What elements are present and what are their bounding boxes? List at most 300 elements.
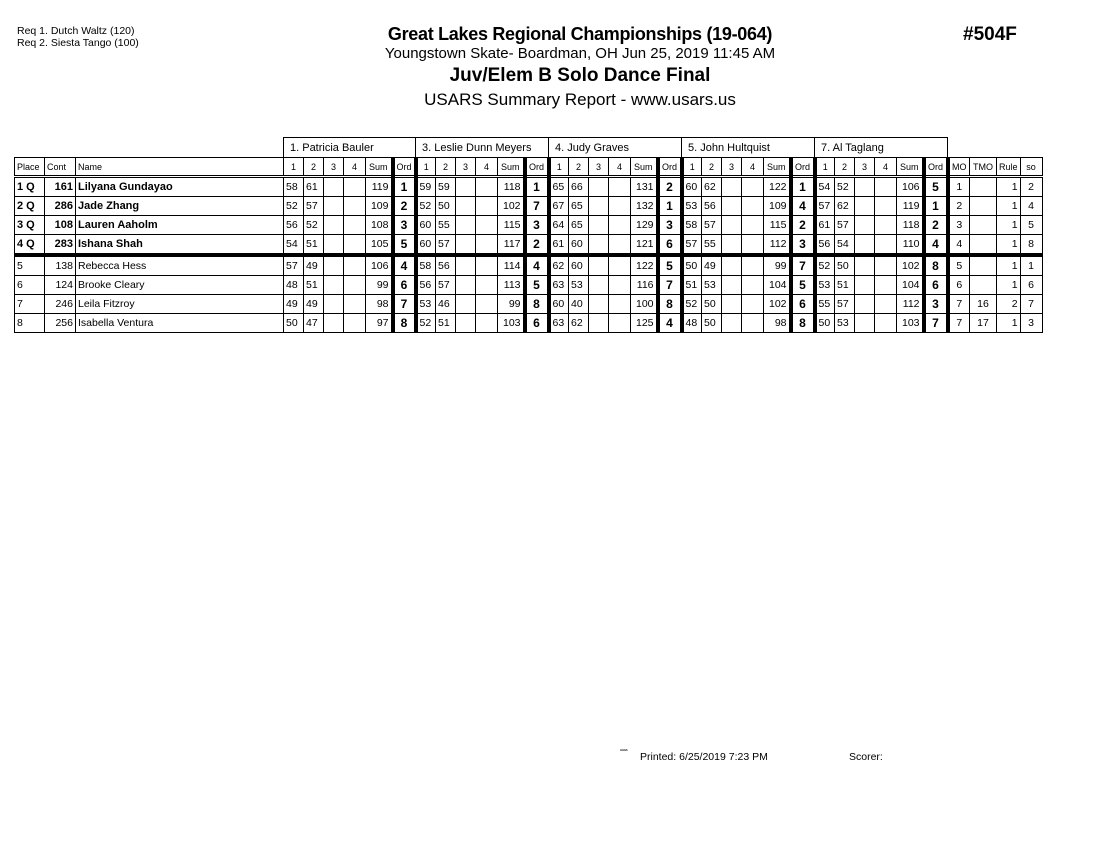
ordinal-cell: 2 [525,235,549,256]
judge-name: 3. Leslie Dunn Meyers [416,138,549,158]
ordinal-cell: 2 [393,197,416,216]
place-cell: 4 Q [15,235,45,256]
score-cell: 52 [835,177,855,197]
skater-name: Isabella Ventura [76,314,284,333]
score-cell [722,314,742,333]
col-judge-2: 2 [702,158,722,177]
score-cell [722,276,742,295]
rule-cell: 1 [997,276,1021,295]
mo-cell: 3 [948,216,970,235]
score-cell: 57 [702,216,722,235]
so-cell: 2 [1020,177,1042,197]
col-judge-4: 4 [875,158,897,177]
score-cell [742,197,764,216]
score-cell [875,177,897,197]
ordinal-cell: 4 [924,235,948,256]
score-cell: 66 [569,177,589,197]
col-judge-2: 2 [835,158,855,177]
contestant-number: 246 [45,295,76,314]
competition-title: Great Lakes Regional Championships (19-064) [387,24,773,44]
col-judge-ord: Ord [658,158,682,177]
ordinal-cell: 3 [924,295,948,314]
report-title: USARS Summary Report - www.usars.us [424,90,736,109]
sum-cell: 104 [897,276,924,295]
rule-cell: 1 [997,177,1021,197]
ordinal-cell: 7 [924,314,948,333]
score-cell [344,276,366,295]
score-cell [456,276,476,295]
sum-cell: 112 [764,235,791,256]
col-judge-2: 2 [304,158,324,177]
place-cell: 3 Q [15,216,45,235]
score-cell: 61 [549,235,569,256]
score-cell: 57 [815,197,835,216]
score-cell [476,197,498,216]
col-mo: MO [948,158,970,177]
score-cell [476,235,498,256]
score-cell: 61 [815,216,835,235]
score-cell: 67 [549,197,569,216]
skater-name: Brooke Cleary [76,276,284,295]
judge-name: 7. Al Taglang [815,138,948,158]
blank-cell [15,138,284,158]
score-cell [324,235,344,256]
ordinal-cell: 3 [525,216,549,235]
contestant-number: 124 [45,276,76,295]
sum-cell: 99 [366,276,393,295]
sum-cell: 118 [897,216,924,235]
ordinal-cell: 3 [791,235,815,256]
score-cell: 65 [569,216,589,235]
contestant-number: 286 [45,197,76,216]
ordinal-cell: 4 [525,255,549,276]
sum-cell: 119 [897,197,924,216]
score-cell: 60 [569,255,589,276]
col-judge-2: 2 [569,158,589,177]
score-cell [855,177,875,197]
contestant-number: 283 [45,235,76,256]
score-cell [476,295,498,314]
table-row [15,255,1043,276]
sum-cell: 99 [764,255,791,276]
sum-cell: 103 [897,314,924,333]
col-judge-1: 1 [815,158,835,177]
requirement-1: Req 1. Dutch Waltz (120) [17,25,135,37]
score-cell: 63 [549,314,569,333]
score-cell: 40 [569,295,589,314]
score-cell: 49 [702,255,722,276]
col-judge-4: 4 [742,158,764,177]
score-cell: 55 [702,235,722,256]
mo-cell: 2 [948,197,970,216]
mo-cell: 1 [948,177,970,197]
score-cell [855,276,875,295]
ordinal-cell: 5 [393,235,416,256]
score-cell: 53 [682,197,702,216]
skater-name: Lauren Aaholm [76,216,284,235]
sum-cell: 102 [498,197,525,216]
score-cell [589,197,609,216]
score-cell [589,177,609,197]
score-cell [875,295,897,314]
score-cell: 52 [284,197,304,216]
tmo-cell [970,177,997,197]
col-judge-3: 3 [456,158,476,177]
score-cell [722,295,742,314]
rule-cell: 2 [997,295,1021,314]
score-cell: 54 [815,177,835,197]
rule-cell: 1 [997,216,1021,235]
score-cell [875,235,897,256]
score-cell [609,197,631,216]
ordinal-cell: 1 [924,197,948,216]
mo-cell: 7 [948,314,970,333]
score-cell [855,295,875,314]
score-cell: 65 [549,177,569,197]
sum-cell: 104 [764,276,791,295]
score-cell [742,177,764,197]
score-cell: 50 [702,295,722,314]
mo-cell: 7 [948,295,970,314]
ordinal-cell: 5 [658,255,682,276]
ordinal-cell: 4 [658,314,682,333]
score-cell [344,197,366,216]
score-cell: 51 [682,276,702,295]
score-cell: 52 [416,197,436,216]
col-tmo: TMO [970,158,997,177]
col-place: Place [15,158,45,177]
score-cell: 52 [304,216,324,235]
contestant-number: 138 [45,255,76,276]
place-cell: 2 Q [15,197,45,216]
sum-cell: 122 [764,177,791,197]
ordinal-cell: 2 [658,177,682,197]
sum-cell: 119 [366,177,393,197]
sum-cell: 115 [498,216,525,235]
score-cell: 51 [304,276,324,295]
ordinal-cell: 7 [525,197,549,216]
score-cell: 53 [702,276,722,295]
score-cell: 50 [702,314,722,333]
score-cell [589,216,609,235]
score-cell: 53 [815,276,835,295]
score-cell [476,255,498,276]
sum-cell: 98 [764,314,791,333]
score-cell: 54 [835,235,855,256]
ordinal-cell: 5 [924,177,948,197]
col-judge-1: 1 [682,158,702,177]
sum-cell: 106 [366,255,393,276]
contestant-number: 161 [45,177,76,197]
sum-cell: 109 [764,197,791,216]
sum-cell: 98 [366,295,393,314]
skater-name: Ishana Shah [76,235,284,256]
score-cell [456,255,476,276]
score-cell [742,276,764,295]
col-judge-ord: Ord [791,158,815,177]
score-cell: 60 [416,216,436,235]
score-cell: 60 [416,235,436,256]
contestant-number: 108 [45,216,76,235]
score-cell: 60 [682,177,702,197]
score-cell: 53 [835,314,855,333]
score-cell [875,197,897,216]
place-cell: 6 [15,276,45,295]
score-cell [875,216,897,235]
judge-name: 4. Judy Graves [549,138,682,158]
score-cell [875,255,897,276]
score-cell: 49 [284,295,304,314]
col-judge-3: 3 [324,158,344,177]
ordinal-cell: 1 [658,197,682,216]
score-cell [344,314,366,333]
score-cell: 61 [304,177,324,197]
score-cell: 55 [436,216,456,235]
sum-cell: 122 [631,255,658,276]
score-cell [609,177,631,197]
score-cell [324,276,344,295]
score-cell [589,235,609,256]
score-cell: 53 [416,295,436,314]
col-judge-sum: Sum [897,158,924,177]
ordinal-cell: 1 [791,177,815,197]
score-cell [589,255,609,276]
score-cell [855,235,875,256]
tmo-cell: 17 [970,314,997,333]
table-row [15,216,1043,235]
blank-cell [948,138,1043,158]
score-cell [589,314,609,333]
score-cell: 50 [682,255,702,276]
score-cell [742,314,764,333]
tmo-cell [970,216,997,235]
ordinal-cell: 6 [393,276,416,295]
col-judge-1: 1 [284,158,304,177]
score-cell: 57 [304,197,324,216]
col-judge-3: 3 [722,158,742,177]
score-cell [589,276,609,295]
ordinal-cell: 3 [658,216,682,235]
score-cell [742,295,764,314]
score-cell: 50 [815,314,835,333]
sum-cell: 116 [631,276,658,295]
sum-cell: 114 [498,255,525,276]
skater-name: Leila Fitzroy [76,295,284,314]
ordinal-cell: 5 [525,276,549,295]
score-cell: 53 [569,276,589,295]
sum-cell: 132 [631,197,658,216]
score-cell [476,314,498,333]
score-cell [609,276,631,295]
venue-datetime: Youngstown Skate- Boardman, OH Jun 25, 2019 11:45 AM [384,45,776,62]
score-cell: 62 [702,177,722,197]
column-header-row [15,158,1043,177]
place-cell: 7 [15,295,45,314]
sum-cell: 100 [631,295,658,314]
score-cell: 50 [284,314,304,333]
col-judge-2: 2 [436,158,456,177]
score-cell: 56 [702,197,722,216]
score-cell: 54 [284,235,304,256]
score-cell [855,314,875,333]
score-cell [476,177,498,197]
col-judge-3: 3 [855,158,875,177]
footer-mark: ᵃᵃᵃᵃ [620,748,628,754]
sum-cell: 97 [366,314,393,333]
ordinal-cell: 8 [924,255,948,276]
score-cell: 52 [682,295,702,314]
score-cell: 63 [549,276,569,295]
event-title: Juv/Elem B Solo Dance Final [449,65,711,86]
rule-cell: 1 [997,255,1021,276]
tmo-cell [970,197,997,216]
table-row [15,197,1043,216]
col-cont: Cont [45,158,76,177]
score-cell: 56 [284,216,304,235]
table-row [15,235,1043,256]
table-row [15,314,1043,333]
col-so: so [1020,158,1042,177]
place-cell: 8 [15,314,45,333]
sum-cell: 110 [897,235,924,256]
col-judge-sum: Sum [498,158,525,177]
ordinal-cell: 8 [393,314,416,333]
ordinal-cell: 7 [658,276,682,295]
score-cell [722,177,742,197]
score-cell: 59 [436,177,456,197]
results-table [14,137,1043,333]
score-cell [875,314,897,333]
score-cell [456,216,476,235]
score-cell: 58 [682,216,702,235]
sum-cell: 105 [366,235,393,256]
score-cell: 56 [815,235,835,256]
score-cell: 64 [549,216,569,235]
score-cell [324,255,344,276]
place-cell: 5 [15,255,45,276]
score-cell [609,295,631,314]
judge-name: 5. John Hultquist [682,138,815,158]
score-cell: 48 [284,276,304,295]
score-cell [324,295,344,314]
col-name: Name [76,158,284,177]
score-cell [324,177,344,197]
score-cell: 48 [682,314,702,333]
table-row [15,295,1043,314]
judge-name: 1. Patricia Bauler [284,138,416,158]
sum-cell: 115 [764,216,791,235]
score-cell [609,216,631,235]
rule-cell: 1 [997,314,1021,333]
ordinal-cell: 4 [393,255,416,276]
tmo-cell [970,255,997,276]
score-cell [722,216,742,235]
score-cell: 57 [436,276,456,295]
col-judge-1: 1 [549,158,569,177]
sum-cell: 125 [631,314,658,333]
score-cell: 60 [569,235,589,256]
tmo-cell [970,235,997,256]
score-cell [324,197,344,216]
ordinal-cell: 2 [791,216,815,235]
so-cell: 7 [1020,295,1042,314]
table-row [15,177,1043,197]
score-cell [722,197,742,216]
score-cell [456,235,476,256]
so-cell: 3 [1020,314,1042,333]
score-cell: 47 [304,314,324,333]
score-cell [456,197,476,216]
ordinal-cell: 5 [791,276,815,295]
rule-cell: 1 [997,235,1021,256]
sum-cell: 131 [631,177,658,197]
score-cell [476,216,498,235]
score-cell [456,314,476,333]
ordinal-cell: 7 [791,255,815,276]
so-cell: 6 [1020,276,1042,295]
sum-cell: 102 [897,255,924,276]
score-cell: 57 [835,216,855,235]
score-cell [855,216,875,235]
score-cell [742,235,764,256]
skater-name: Jade Zhang [76,197,284,216]
ordinal-cell: 2 [924,216,948,235]
ordinal-cell: 6 [924,276,948,295]
score-cell: 49 [304,255,324,276]
score-cell [344,216,366,235]
score-cell: 51 [304,235,324,256]
ordinal-cell: 3 [393,216,416,235]
so-cell: 8 [1020,235,1042,256]
score-cell: 49 [304,295,324,314]
col-judge-ord: Ord [393,158,416,177]
col-judge-4: 4 [609,158,631,177]
score-cell [855,255,875,276]
skater-name: Lilyana Gundayao [76,177,284,197]
so-cell: 1 [1020,255,1042,276]
score-cell: 52 [815,255,835,276]
ordinal-cell: 4 [791,197,815,216]
score-cell [722,255,742,276]
score-cell [344,255,366,276]
ordinal-cell: 8 [658,295,682,314]
so-cell: 4 [1020,197,1042,216]
score-cell [722,235,742,256]
score-cell: 55 [815,295,835,314]
score-cell [609,255,631,276]
sum-cell: 102 [764,295,791,314]
sum-cell: 121 [631,235,658,256]
sum-cell: 109 [366,197,393,216]
score-cell: 52 [416,314,436,333]
so-cell: 5 [1020,216,1042,235]
ordinal-cell: 6 [791,295,815,314]
score-cell: 58 [284,177,304,197]
ordinal-cell: 8 [791,314,815,333]
score-cell [476,276,498,295]
score-cell: 59 [416,177,436,197]
score-cell: 50 [835,255,855,276]
score-cell [324,216,344,235]
score-cell: 62 [569,314,589,333]
sum-cell: 106 [897,177,924,197]
event-number: #504F [963,24,1017,45]
score-cell: 57 [284,255,304,276]
col-judge-3: 3 [589,158,609,177]
sum-cell: 129 [631,216,658,235]
requirement-2: Req 2. Siesta Tango (100) [17,37,139,49]
score-cell: 62 [835,197,855,216]
